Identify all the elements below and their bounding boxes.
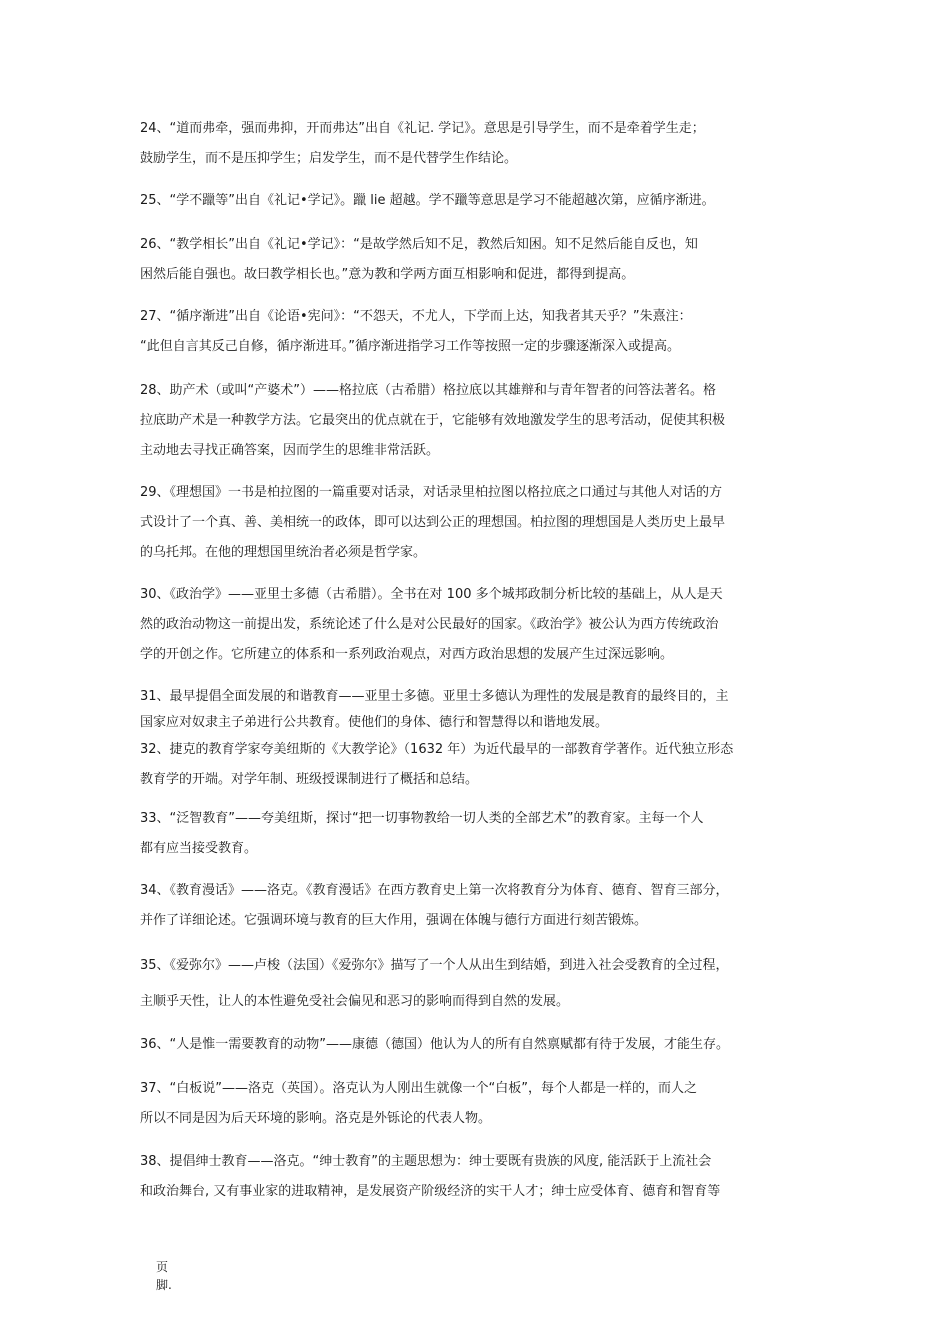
paragraph-line: 30、《政治学》——亚里士多德（古希腊）。全书在对 100 多个城邦政制分析比较的基础上，从人是天 [140,587,723,602]
paragraph-line: 35、《爱弥尔》——卢梭（法国）《爱弥尔》描写了一个人从出生到结婚，到进入社会受教育的全过程， [140,958,729,973]
paragraph-line: 32、捷克的教育学家夸美纽斯的《大教学论》（1632 年）为近代最早的一部教育学著作。近代独立形态 [140,742,734,757]
paragraph-24 [140,114,830,174]
paragraph-line: 38、提倡绅士教育——洛克。“绅士教育”的主题思想为：绅士要既有贵族的风度, 能活跃于上流社会 [140,1154,712,1169]
paragraph-line: 25、“学不躐等”出自《礼记•学记》。躐 lie 超越。学不躐等意思是学习不能超越次第，应循序渐进。 [140,193,715,208]
paragraph-34 [140,876,830,936]
paragraph-line: 都有应当接受教育。 [140,841,258,856]
paragraph-line: 28、助产术（或叫“产婆术”）——格拉底（古希腊）格拉底以其雄辩和与青年智者的问答法著名。格 [140,383,717,398]
paragraph-line: 36、“人是惟一需要教育的动物”——康德（德国）他认为人的所有自然禀赋都有待于发展，才能生存。 [140,1037,730,1052]
paragraph-line: 主顺乎天性，让人的本性避免受社会偏见和恶习的影响而得到自然的发展。 [140,994,570,1009]
paragraph-line: 教育学的开端。对学年制、班级授课制进行了概括和总结。 [140,772,479,787]
paragraph-38 [140,1147,830,1207]
paragraph-line: 所以不同是因为后天环境的影响。洛克是外铄论的代表人物。 [140,1111,492,1126]
paragraph-line: 37、“白板说”——洛克（英国）。洛克认为人刚出生就像一个“白板”，每个人都是一样的，而人之 [140,1081,697,1096]
paragraph-33 [140,804,830,864]
paragraph-line: 26、“教学相长”出自《礼记•学记》：“是故学然后知不足，教然后知困。知不足然后能自反也，知 [140,237,698,252]
paragraph-line: 式设计了一个真、善、美相统一的政体，即可以达到公正的理想国。柏拉图的理想国是人类历史上最早 [140,515,726,530]
paragraph-line: 学的开创之作。它所建立的体系和一系列政治观点，对西方政治思想的发展产生过深远影响。 [140,647,674,662]
paragraph-line: 33、“泛智教育”——夸美纽斯，探讨“把一切事物教给一切人类的全部艺术”的教育家。主每一个人 [140,811,704,826]
paragraph-28 [140,376,830,466]
paragraph-26 [140,230,830,290]
paragraph-line: “此但自言其反己自修，循序渐进耳。”循序渐进指学习工作等按照一定的步骤逐渐深入或提高。 [140,339,680,354]
page-footer [156,1258,172,1294]
paragraph-32 [140,735,830,795]
paragraph-line: 34、《教育漫话》——洛克。《教育漫话》在西方教育史上第一次将教育分为体育、德育、智育三部分， [140,883,729,898]
paragraph-line: 国家应对奴隶主子弟进行公共教育。使他们的身体、德行和智慧得以和谐地发展。 [140,715,609,730]
paragraph-line: 拉底助产术是一种教学方法。它最突出的优点就在于，它能够有效地激发学生的思考活动，促使其积极 [140,413,726,428]
footer-line: 脚. [156,1278,172,1292]
paragraph-37 [140,1074,830,1134]
paragraph-line: 和政治舞台, 又有事业家的进取精神，是发展资产阶级经济的实干人才；绅士应受体育、德育和智育等 [140,1184,721,1199]
paragraph-line: 29、《理想国》一书是柏拉图的一篇重要对话录，对话录里柏拉图以格拉底之口通过与其他人对话的方 [140,485,723,500]
paragraph-line: 并作了详细论述。它强调环境与教育的巨大作用，强调在体魄与德行方面进行刻苦锻炼。 [140,913,648,928]
paragraph-line: 27、“循序渐进”出自《论语•宪问》：“不怨天，不尤人，下学而上达，知我者其天乎？”朱熹注： [140,309,692,324]
paragraph-line: 困然后能自强也。故曰教学相长也。”意为教和学两方面互相影响和促进，都得到提高。 [140,267,635,282]
paragraph-line: 24、“道而弗牵，强而弗抑，开而弗达”出自《礼记. 学记》。意思是引导学生，而不是牵着学生走； [140,121,705,136]
paragraph-31 [140,682,830,734]
paragraph-line: 然的政治动物这一前提出发，系统论述了什么是对公民最好的国家。《政治学》被公认为西方传统政治 [140,617,719,632]
paragraph-line: 31、最早提倡全面发展的和谐教育——亚里士多德。亚里士多德认为理性的发展是教育的最终目的，主 [140,689,729,704]
paragraph-30 [140,580,830,670]
paragraph-35 [140,951,830,1017]
paragraph-line: 鼓励学生，而不是压抑学生；启发学生，而不是代替学生作结论。 [140,151,518,166]
paragraph-line: 主动地去寻找正确答案，因而学生的思维非常活跃。 [140,443,440,458]
paragraph-29 [140,478,830,568]
paragraph-line: 的乌托邦。在他的理想国里统治者必须是哲学家。 [140,545,427,560]
paragraph-25 [140,186,830,216]
paragraph-27 [140,302,830,362]
paragraph-36 [140,1030,830,1060]
footer-line: 页 [156,1260,169,1274]
